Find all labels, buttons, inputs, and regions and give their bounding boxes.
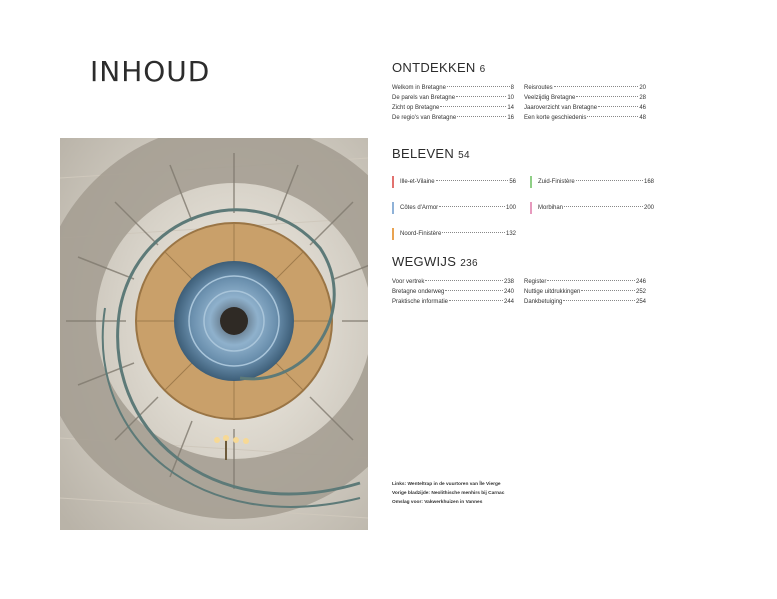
toc-entry[interactable]: Veelzijdig Bretagne 28	[524, 95, 646, 101]
toc-entry[interactable]: Register 246	[524, 279, 646, 285]
toc-entry[interactable]: Praktische informatie 244	[392, 299, 514, 305]
toc-entry[interactable]: Welkom in Bretagne 8	[392, 85, 514, 91]
region-color-bar	[530, 176, 532, 188]
toc-entry[interactable]: De regio's van Bretagne 16	[392, 115, 514, 121]
section-wegwijs	[392, 254, 654, 307]
region-entry-ille-et-vilaine[interactable]: Ille-et-Vilaine 56	[392, 169, 516, 195]
page-title: INHOUD	[90, 55, 211, 88]
region-color-bar	[392, 176, 394, 188]
toc-entry[interactable]: Dankbetuiging 254	[524, 299, 646, 305]
section-beleven	[392, 146, 654, 247]
photo-captions	[392, 480, 592, 507]
toc-entry[interactable]: Een korte geschiedenis 48	[524, 115, 646, 121]
region-entry-morbihan[interactable]: Morbihan 200	[530, 195, 654, 221]
toc-entry[interactable]: De parels van Bretagne 10	[392, 95, 514, 101]
region-color-bar	[530, 202, 532, 214]
region-entry-noord-finistere[interactable]: Noord-Finistère 132	[392, 221, 516, 247]
section-ontdekken	[392, 60, 654, 123]
toc-entry[interactable]: Bretagne onderweg 240	[392, 289, 514, 295]
toc-entry[interactable]: Voor vertrek 238	[392, 279, 514, 285]
region-entry-cotes-d-armor[interactable]: Côtes d'Armor 100	[392, 195, 516, 221]
region-entry-zuid-finistere[interactable]: Zuid-Finistère 168	[530, 169, 654, 195]
section-heading: WEGWIJS 236	[392, 254, 478, 269]
toc-entry[interactable]: Nuttige uitdrukkingen 252	[524, 289, 646, 295]
toc-entry[interactable]: Jaaroverzicht van Bretagne 46	[524, 105, 646, 111]
toc-entry[interactable]: Reisroutes 20	[524, 85, 646, 91]
toc-entry[interactable]: Zicht op Bretagne 14	[392, 105, 514, 111]
region-color-bar	[392, 202, 394, 214]
section-heading: BELEVEN 54	[392, 146, 470, 161]
caption-line: Omslag voor: Vakwerkhuizen in Vannes	[392, 500, 483, 505]
spiral-staircase-photo	[60, 138, 368, 530]
caption-line: Links: Wenteltrap in de vuurtoren van Île Vierge	[392, 482, 501, 487]
region-color-bar	[392, 228, 394, 240]
caption-line: Vorige bladzijde: Neolithische menhirs bij Carnac	[392, 491, 505, 496]
section-heading: ONTDEKKEN 6	[392, 60, 486, 75]
